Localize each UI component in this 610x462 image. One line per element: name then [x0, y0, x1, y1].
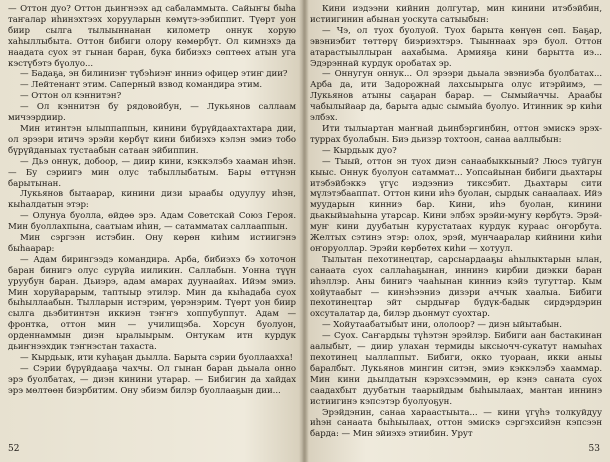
right-page-text — [310, 4, 602, 440]
paragraph: — Оннугун оннук... Ол эрээри дьыала эвэниэба буолбатах... Арба да, ити Задорожнай лахсыырыга олус итэрйимэ, — Лукьянов атыны саҕаран барар. — Сымыйаччы. Араабы чабылыйаар да, барыта адыс сымыйа буолуо. Итинник эр киһи элбэх. — [310, 69, 602, 124]
paragraph: — Тыый, оттон эн туох диэн санаабыккыный? Люсэ туйгун кыыс. Оннук буолуон сатаммат... Уопсайынан бибиги дьахтары итэбэйбэккэ үгүс иэдээниэ тиксэбит. Дьахтары сити мүлэтэбааппат. Оттон кини иһэ буолан, сырдык санаалаах. Ийэ муударын кинниэ бар. Кини, иһэ буолан, кинини дьакыйыаһына утарсар. Кини элбэх эрэйи-муҥу көрбүтэ. Эрэй-муҥ кини дуубатын курустатаах курдук кураас оҥорбута. Желтых сэтинэ этэр: олох, эрэй, мунчааралар кийнини киһи оҥоруоллар. Эрэйи көрбөтөх киһи — хотуул. — [310, 156, 602, 254]
paragraph: — Кырдьык, ити куһаҕан дьылла. Барыта сэрии буоллаахха! — [20, 353, 293, 363]
paragraph: — Ол кэннитэн бу рядовойбун, — Лукьянов саллаам мичээрдиир. — [8, 102, 296, 124]
paragraph: Тылытан пехотинецтар, сарсыардааҕы аһылыктарын ылан, санаата суох саллаһаҕынан, иннинэ кирбии диэкки баран иһэллэр. Аны бинигэ чааһынан кинниэ кэйэ тугуттар. Кым хойутаабыт — кинэһээниэ дизэри аччык хаалыа. Бибиги пехотинецтар эйт сырдығар бүдүк-бадык сирдэрдэрин охсуталатар да, билэр дьонмут суохтар. — [310, 254, 602, 320]
paragraph: — Оттон дуо? Оттон дьиҥнээх ад сабаламмыта. Сайыҥы быһа таҥалар иһинэхтээх хорууларын көмүтэ-ээбиппит. Түөрт уон биир сылга тылыыннанан километр оннук хорую хаһыллыбыта. Оттон бибиги олору көмөрбүт. Ол кимнэхэ да наадата суох эт гынан баран, бука бибиэхэ сөптөөх атын уга кэстүбэтэ бүолуо... — [8, 4, 296, 69]
page-number: 53 — [588, 444, 600, 454]
paragraph: — Суох. Саҥардыы түһэтэн эрэйлэр. Бибиги аан бастакинан аалыбыт, — диир улахан термиды ыксыочч-сукатут намыһах пехотинец ыаллаппыт. Бибиги, окко туораан, икки аныы баралбыт. Лукьянов мингин ситэн, эмиэ кэккэлэбэ хааммар. Мин кини дьылдатын кэрэхсээммин, өр кэнэ саната суох саадахбыт дуубатын таарыйдым быһыылаах, мантан иннинэ истиигинэ кэпсэтэр буолуоҕун. — [310, 331, 602, 407]
paragraph: — Хойутаабатыбыт ини, ололоор? — диэн ыйытабын. — [322, 320, 562, 331]
paragraph: — Чэ, ол туох буолуой. Туох барыта көнүөн сөп. Баҕар, эвэниэбит төттөрү биэриэхтэрэ. Тыыннаах эрэ буол. Оттон атарастыыллыран аахабыма. Армияҕа кини барытта иэ... Эдэрэннай курдук оробатах эр. — [310, 25, 602, 69]
paragraph: Эрэйдэнин, санаа хараастыыта... — кини үгүһэ толкуйдуу иһэн санаата быһыылаах, оттон эмискэ сэргэхсийэн кэпсээн барда: — Мин эйиэхэ этиибин. Урут — [310, 407, 602, 440]
right-page — [310, 4, 602, 456]
paragraph: Ити тылыартан маҥнай дьинбэргинбин, оттон эмискэ эрэх-туррах буолабын. Биэ дьизэр тохтоон, санаа ааллыбын: — [310, 123, 602, 145]
paragraph: — Оттон ол кэннитэн? — [20, 91, 122, 102]
paragraph: — Сэрии бүрүйдааҕа чахчы. Ол гынан баран дьыала онно эрэ буолбатах, — диэн кинини утарар. — Бибигин да хайдах эрэ мөлтөөн биэрбитим. Ону эбиэм билэр буоллааҕын дии... — [8, 363, 296, 396]
paragraph: — Адам бирингээдэ командира. Арба, бибиэхэ бэ хоточон баран бинигэ олус сурүйа ииликин. Саллабын. Уонна түүн уруубун баран. Дьиэрэ, адам амарах дуунаайах. Ийэм эмиэ. Мин хоруйарарым, таптыыр этилэр. Мин да кыһадаба суох быһыллаабын. Тылларын истэрим, үөрэнэрим. Түөрт уон биир сылга дьэбитинтэн иккиэн тэҥҥэ хоппубуппут. Адам — фронтка, оттон мин — училищэба. Хорсун буолуон, орденнаммын диэн ыралыырым. Онтукам итн курдук дьиҥнээхдик тэҥнэстан тахаста. — [8, 254, 296, 353]
paragraph: — Олунуа буолла, өйдөө эрэ. Адам Советскай Союз Героя. Мин буоллахпына, саатыам иһин, — сатамматах саллааппын. — [8, 211, 296, 233]
paragraph: Лукьянов бытаарар, кинини дизи ыраабы одуулуу иһэн, кыһалдатын этэр: — [8, 189, 296, 211]
paragraph: — Дьэ оннук, добоор, — диир кини, кэккэлэбэ хааман иһэн. — Бу сэриигэ мин олус табыллыбатым. Бары өттүнэн барытынан. — [8, 156, 296, 189]
page-number: 52 — [8, 444, 20, 454]
paragraph: — Кырдьык дуо? — [322, 145, 397, 156]
paragraph: Кини иэдээни кийнин долгутар, мин кинини итэбэйбин, истиигинин абынан уоскута сатыыбын: — [310, 4, 602, 25]
paragraph: Мин сэргээн истэбин. Ону көрөн киһим истиигэнэ быһаарар: — [8, 233, 296, 254]
book-gutter — [299, 0, 309, 462]
paragraph: — Бадаҕа, эн билиниэҥ түбэһиэҥ инниэ офицер этиҥ дии? — [20, 69, 288, 80]
paragraph: — Лейтенант этим. Саперный взвод командира этим. — [20, 80, 263, 91]
paragraph: Мин итинтэн ылыппаппын, кинини бүрүйдаахтахтара дии, ол эрээри итичэ эрэйи көрбүт кини бибиэхэ кэлэн эмиэ тобо бүрүйданыах тустаабын сатаан эйбиппин. — [8, 123, 296, 156]
left-page — [8, 4, 296, 456]
left-page-text — [8, 4, 296, 397]
